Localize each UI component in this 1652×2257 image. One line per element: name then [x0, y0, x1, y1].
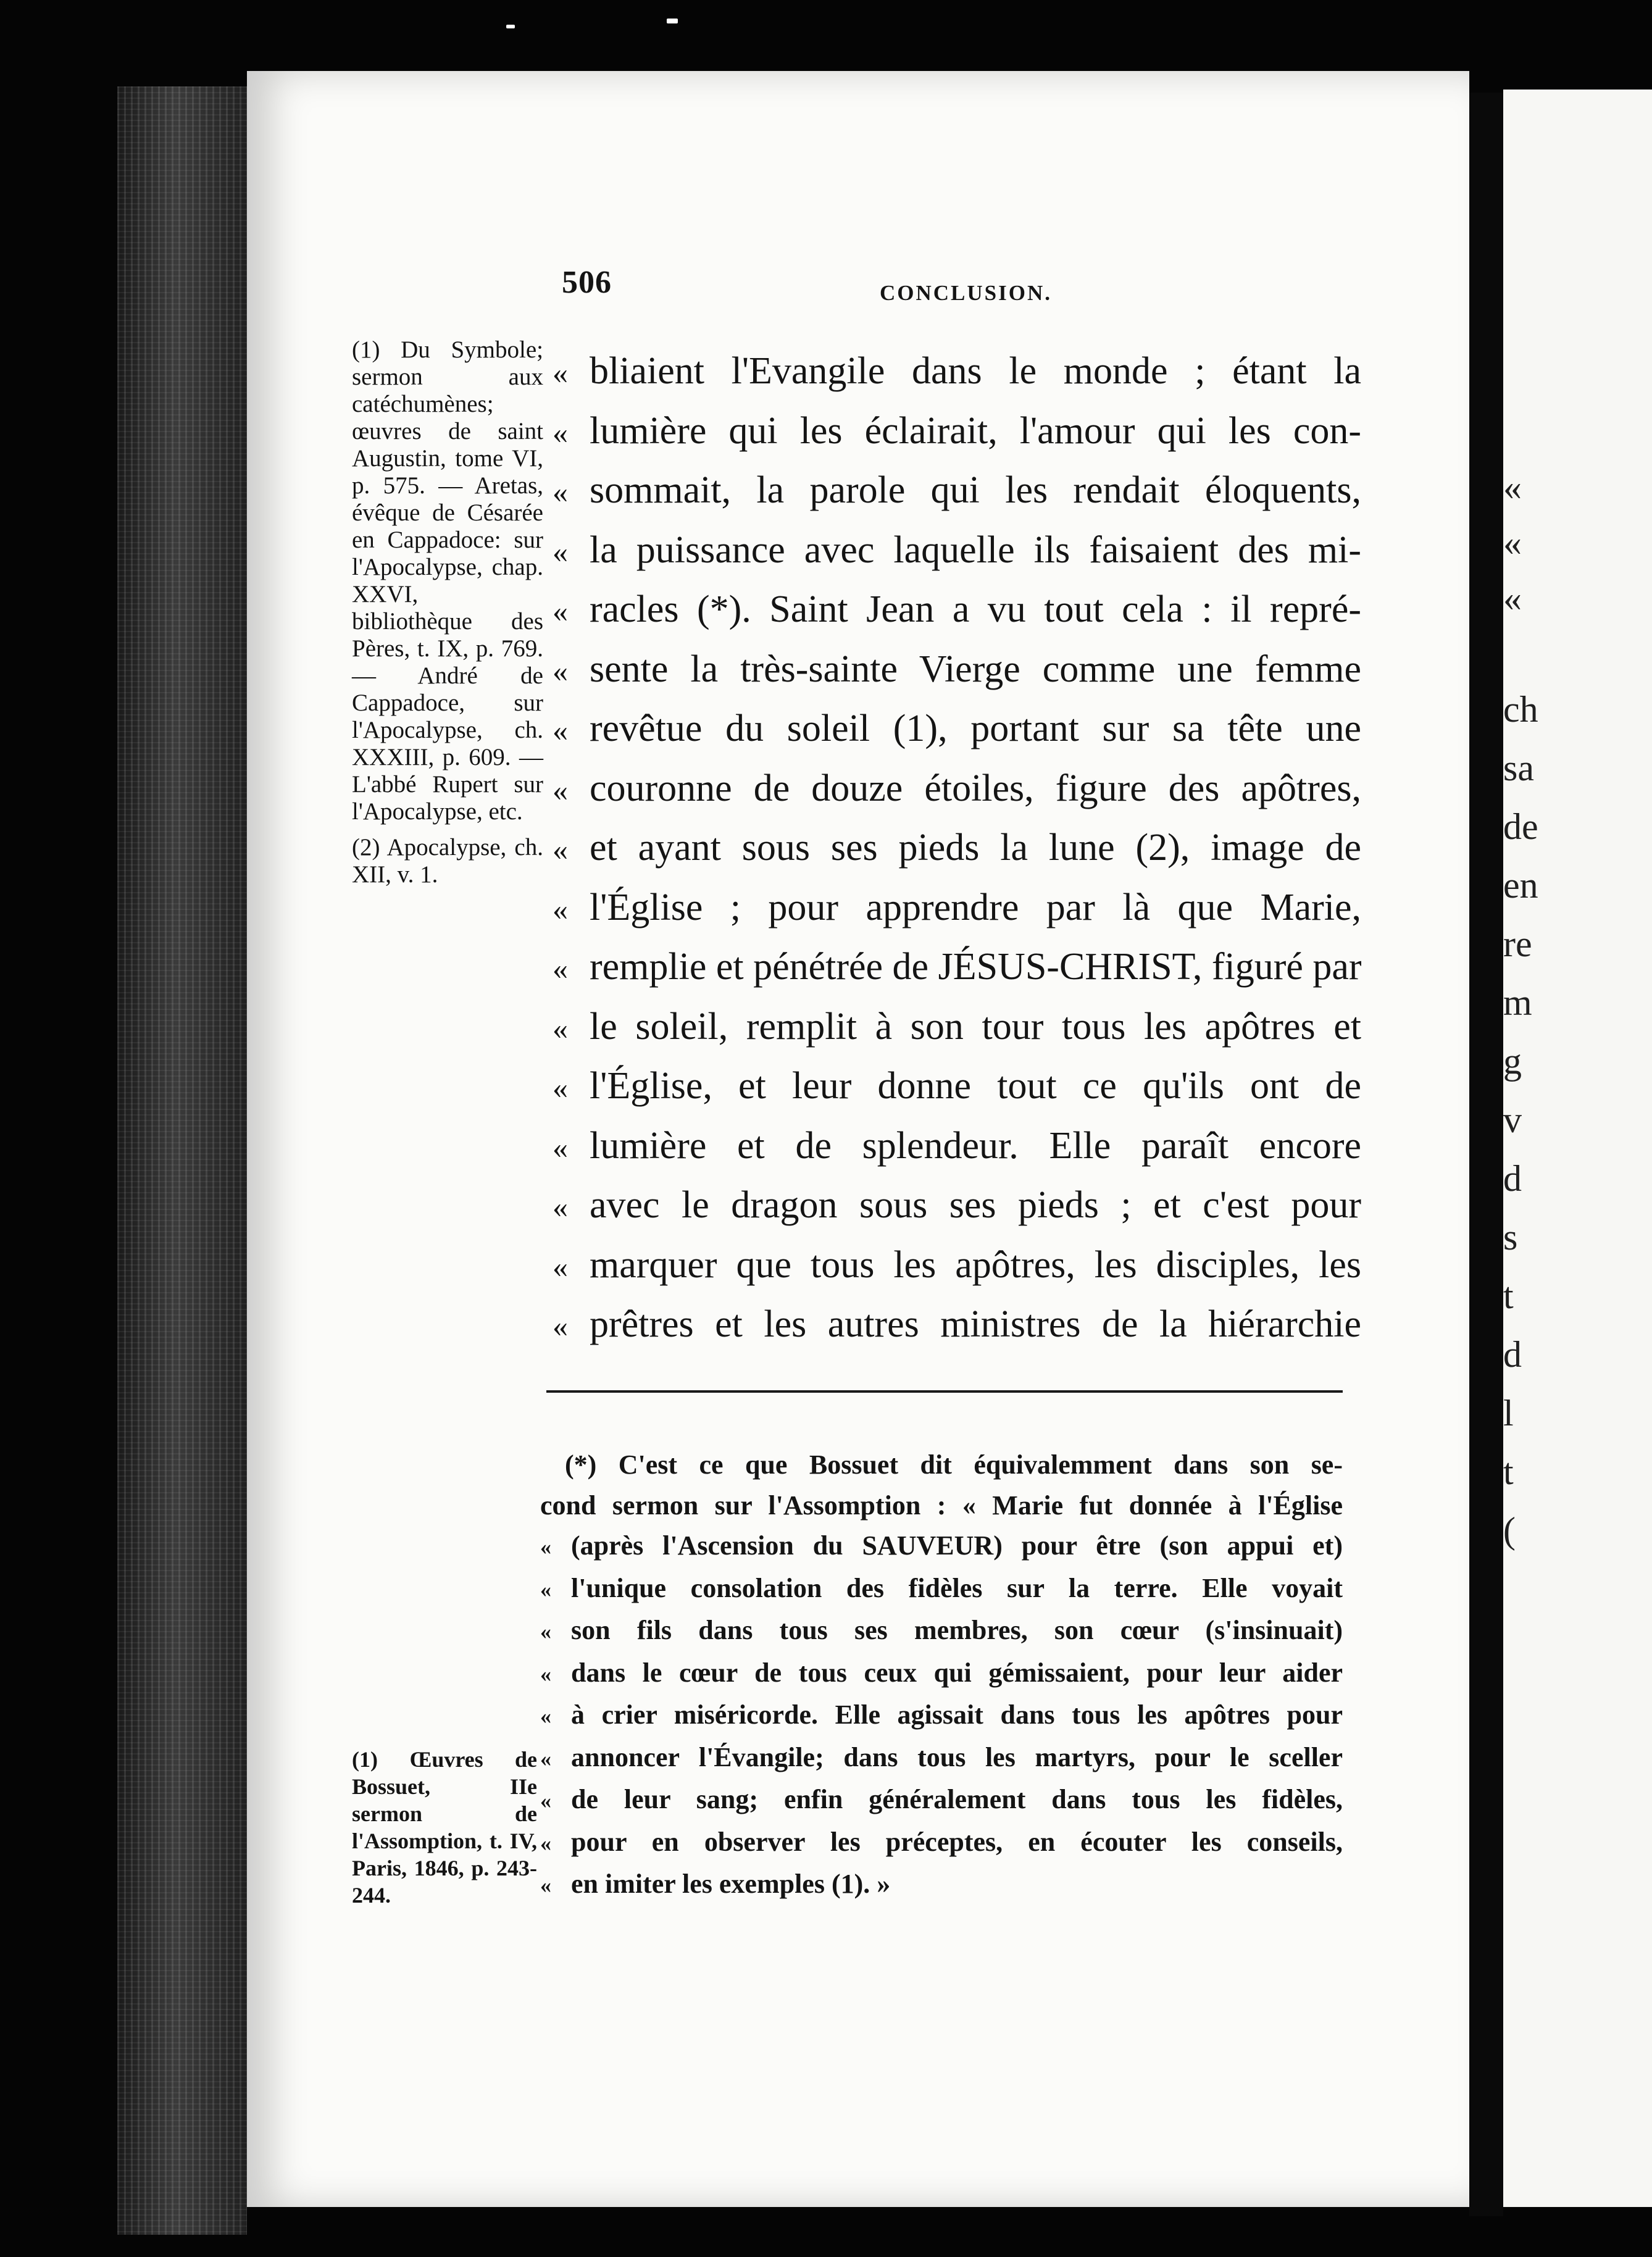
- footnote-line: [540, 1568, 1343, 1611]
- footnote-line: [540, 1779, 1343, 1822]
- page-gutter: [1469, 93, 1503, 2216]
- text-line: [553, 343, 1361, 403]
- footnote-line-content: (après l'Ascension du SAUVEUR) pour être (son appui et): [571, 1530, 1343, 1561]
- text-line-content: remplie et pénétrée de JÉSUS-CHRIST, figuré par: [590, 946, 1362, 988]
- quote-mark: «: [553, 1011, 568, 1046]
- next-page-fragment: m: [1503, 982, 1532, 1023]
- next-page-fragment: t: [1503, 1275, 1514, 1316]
- text-line-content: prêtres et les autres ministres de la hiérarchie: [590, 1303, 1361, 1345]
- next-page-fragment: t: [1503, 1451, 1514, 1492]
- text-line-content: l'Église ; pour apprendre par là que Marie,: [590, 886, 1361, 928]
- scan-speck: [506, 25, 515, 28]
- footnote-block: [540, 1445, 1343, 1906]
- quote-mark: «: [553, 1249, 568, 1284]
- text-line: [553, 700, 1361, 760]
- quote-mark: «: [553, 594, 568, 628]
- text-line-content: et ayant sous ses pieds la lune (2), image de: [590, 827, 1361, 869]
- margin-notes: [352, 336, 543, 897]
- next-page-fragment: d: [1503, 1158, 1522, 1199]
- footnote-line-content: en imiter les exemples (1). »: [571, 1869, 891, 1899]
- quote-mark: «: [540, 1535, 551, 1559]
- text-line: [553, 522, 1361, 582]
- quote-mark: «: [553, 1070, 568, 1105]
- text-line-content: l'Église, et leur donne tout ce qu'ils ont de: [590, 1065, 1361, 1107]
- text-line-content: le soleil, remplit à son tour tous les apôtres et: [590, 1005, 1361, 1048]
- quote-mark: «: [540, 1746, 551, 1771]
- footnote-line: [540, 1525, 1343, 1568]
- quote-mark: «: [540, 1661, 551, 1687]
- margin-note: (2) Apocalypse, ch. XII, v. 1.: [352, 834, 543, 888]
- text-line-content: racles (*). Saint Jean a vu tout cela : il repré-: [590, 588, 1361, 630]
- text-line: [553, 879, 1361, 939]
- text-line: [553, 462, 1361, 522]
- footnote-line: [540, 1737, 1343, 1780]
- footnote-line: [540, 1445, 1343, 1485]
- footnote-line: [540, 1485, 1343, 1526]
- next-page-fragment: «: [1503, 578, 1522, 619]
- text-line: [553, 1058, 1361, 1117]
- text-line: [553, 998, 1361, 1058]
- quote-mark: «: [540, 1873, 551, 1898]
- next-page-fragment: re: [1503, 924, 1532, 964]
- margin-note: (1) Du Symbole; sermon aux catéchumènes; œuvres de saint Augustin, tome VI, p. 575. — Aretas, évêque de Césarée en Cappadoce: sur l'Apocalypse, chap. XXVI, bibliothèque des Pères, t. IX, p. 769. — André de Cappadoce, sur l'Apocalypse, ch. XXXIII, p. 609. — L'abbé Rupert sur l'Apocalypse, etc.: [352, 336, 543, 825]
- footnote-line-content: de leur sang; enfin généralement dans tous les fidèles,: [571, 1784, 1343, 1814]
- quote-mark: «: [553, 713, 568, 748]
- text-line: [553, 641, 1361, 701]
- text-line: [553, 1177, 1361, 1237]
- text-line-content: lumière et de splendeur. Elle paraît encore: [590, 1124, 1361, 1167]
- adjacent-page-fragment: [1503, 90, 1652, 2207]
- quote-mark: «: [553, 534, 568, 569]
- text-line-content: bliaient l'Evangile dans le monde ; étant la: [590, 350, 1361, 392]
- text-line-content: sommait, la parole qui les rendait éloquents,: [590, 469, 1361, 511]
- footnote-line-content: à crier miséricorde. Elle agissait dans tous les apôtres pour: [571, 1700, 1343, 1730]
- next-page-fragment: l: [1503, 1393, 1514, 1433]
- text-line: [553, 760, 1361, 820]
- text-line: [553, 1237, 1361, 1296]
- running-head: CONCLUSION.: [880, 281, 1053, 305]
- margin-notes-lower: [352, 1746, 537, 1909]
- quote-mark: «: [540, 1830, 551, 1856]
- quote-mark: «: [553, 475, 568, 509]
- quote-mark: «: [553, 832, 568, 867]
- quote-mark: «: [553, 891, 568, 927]
- quote-mark: «: [540, 1704, 551, 1729]
- footnote-line-content: l'unique consolation des fidèles sur la terre. Elle voyait: [571, 1572, 1343, 1603]
- text-line: [553, 938, 1361, 998]
- footnote-line-content: son fils dans tous ses membres, son cœur (s'insinuait): [571, 1615, 1343, 1645]
- footnote-line: [540, 1653, 1343, 1695]
- footnote-line-content: (*) C'est ce que Bossuet dit équivalemment dans son se-: [565, 1450, 1343, 1480]
- quote-mark: «: [553, 1130, 568, 1165]
- text-line-content: marquer que tous les apôtres, les disciples, les: [590, 1243, 1361, 1286]
- quote-mark: «: [540, 1577, 551, 1602]
- footnote-line-content: dans le cœur de tous ceux qui gémissaient, pour leur aider: [571, 1657, 1343, 1688]
- text-line: [553, 403, 1361, 462]
- text-line-content: la puissance avec laquelle ils faisaient des mi-: [590, 528, 1361, 571]
- next-page-fragment: de: [1503, 806, 1538, 847]
- text-line-content: couronne de douze étoiles, figure des apôtres,: [590, 767, 1361, 809]
- footnote-line: [540, 1695, 1343, 1737]
- quote-mark: «: [540, 1619, 551, 1644]
- page-number: 506: [562, 265, 612, 300]
- quote-mark: «: [553, 1190, 568, 1224]
- text-line-content: sente la très-sainte Vierge comme une femme: [590, 648, 1361, 690]
- next-page-fragment: ch: [1503, 689, 1538, 730]
- quote-mark: «: [553, 415, 568, 450]
- quote-mark: «: [553, 772, 568, 807]
- footnote-line: [540, 1864, 1343, 1906]
- footnote-line-content: cond sermon sur l'Assomption : « Marie fut donnée à l'Église: [540, 1490, 1343, 1521]
- footnote-line-content: annoncer l'Évangile; dans tous les martyrs, pour le sceller: [571, 1742, 1343, 1772]
- next-page-fragment: g: [1503, 1041, 1522, 1082]
- next-page-fragment: v: [1503, 1099, 1522, 1140]
- footnote-line: [540, 1610, 1343, 1653]
- book-spine-edge: [117, 86, 247, 2235]
- quote-mark: «: [553, 1309, 568, 1343]
- quote-mark: «: [553, 356, 568, 390]
- text-line: [553, 1296, 1361, 1356]
- next-page-fragment: d: [1503, 1334, 1522, 1375]
- next-page-fragment: «: [1503, 467, 1522, 507]
- next-page-fragment: «: [1503, 522, 1522, 563]
- quote-mark: «: [540, 1788, 551, 1813]
- text-line: [553, 581, 1361, 641]
- footnote-rule: [546, 1390, 1343, 1393]
- footnote-line-content: pour en observer les préceptes, en écouter les conseils,: [571, 1826, 1343, 1857]
- text-line-content: avec le dragon sous ses pieds ; et c'est pour: [590, 1184, 1361, 1226]
- main-text-block: [553, 343, 1361, 1356]
- margin-note: (1) Œuvres de Bossuet, IIe sermon de l'Assomption, t. IV, Paris, 1846, p. 243-244.: [352, 1747, 537, 1908]
- scan-speck: [667, 19, 678, 23]
- next-page-fragment: sa: [1503, 748, 1534, 788]
- text-line: [553, 1117, 1361, 1177]
- next-page-fragment: en: [1503, 865, 1538, 906]
- footnote-line: [540, 1822, 1343, 1864]
- next-page-fragment: s: [1503, 1217, 1518, 1258]
- text-line-content: revêtue du soleil (1), portant sur sa tête une: [590, 707, 1361, 749]
- text-line-content: lumière qui les éclairait, l'amour qui les con-: [590, 409, 1361, 452]
- next-page-fragment: (: [1503, 1510, 1516, 1551]
- quote-mark: «: [553, 951, 568, 986]
- text-line: [553, 819, 1361, 879]
- quote-mark: «: [553, 653, 568, 688]
